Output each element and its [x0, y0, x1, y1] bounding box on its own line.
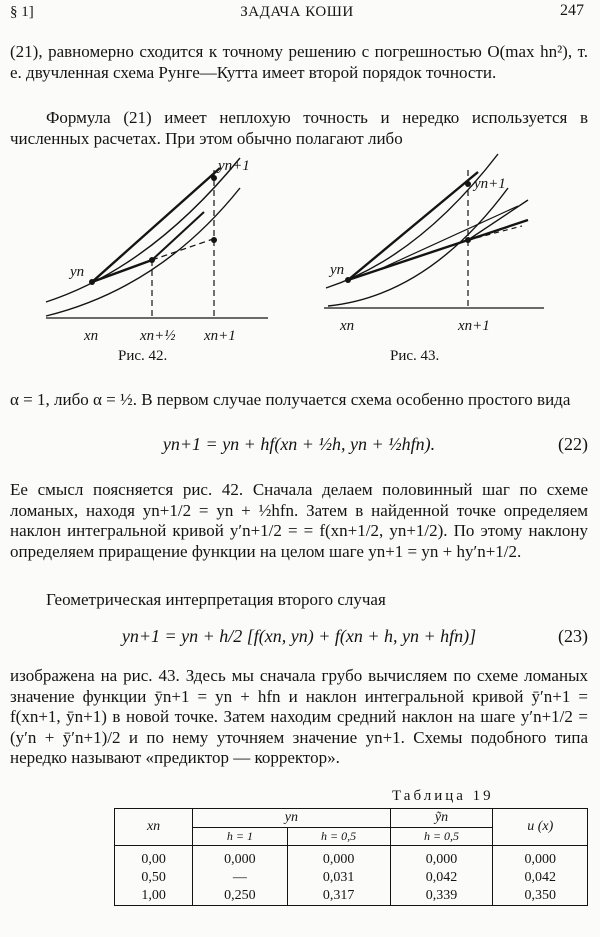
table-row: 0,00 0,000 0,000 0,000 0,000: [115, 846, 588, 870]
paragraph-3: α = 1, либо α = ½. В первом случае получается схема особенно простого вида: [10, 390, 571, 409]
equation-23-body: yn+1 = yn + h/2 [f(xn, yn) + f(xn + h, yn + hfn)]: [121, 626, 477, 646]
fig43-slope-at-end: [468, 200, 528, 240]
fig42-point-euler: [211, 237, 217, 243]
paragraph-5: Геометрическая интерпретация второго случая: [46, 590, 386, 609]
fig42-point-yn: [89, 279, 95, 285]
fig42-label-xn: xn: [84, 328, 99, 344]
table-title: Таблица 19: [392, 788, 494, 804]
fig43-label-xn1: xn+1: [458, 318, 490, 334]
fig43-label-xn: xn: [340, 318, 355, 334]
fig42-mid-slope: [152, 212, 204, 260]
paragraph-4: Ее смысл поясняется рис. 42. Сначала делаем половинный шаг по схеме ломаных, находя yn+1/2 = yn + ½hfn. Затем в найденной точке определяем наклон интегральной кривой y′n+1/2 = = f(xn+1/2, yn+1/2). По этому наклону определяем приращение функции на целом шаге yn+1 = yn + hy′n+1/2.: [10, 480, 588, 561]
fig43-label-yn: yn: [330, 262, 345, 278]
fig42-label-yn: yn: [70, 264, 85, 280]
paragraph-1: (21), равномерно сходится к точному решению с погрешностью O(max hn²), т. е. двучленная схема Рунге—Кутта имеет второй порядок точности.: [10, 42, 588, 82]
running-title: ЗАДАЧА КОШИ: [240, 4, 354, 20]
table-row: 0,50 — 0,031 0,042 0,042: [115, 869, 588, 887]
paragraph-2: Формула (21) имеет неплохую точность и нередко используется в численных расчетах. При этом обычно полагают либо: [10, 108, 588, 148]
col-header-yn: yn: [193, 809, 390, 828]
fig42-label-xhalf: xn+½: [140, 328, 176, 344]
fig43-label-yn1: yn+1: [474, 176, 506, 192]
fig43-point-yn1: [465, 181, 471, 187]
figure-42: [40, 148, 272, 348]
table-19: [114, 808, 588, 906]
equation-23: [10, 622, 588, 652]
fig42-euler-dashed: [152, 238, 216, 260]
fig43-euler-line: [348, 220, 528, 280]
fig42-curve-upper: [46, 158, 240, 302]
fig43-curve-lower: [328, 188, 508, 306]
equation-22: [10, 430, 588, 460]
col-header-ux: u (x): [493, 809, 588, 846]
figure-43: [318, 148, 550, 348]
col-header-ytn: ỹn: [390, 809, 493, 828]
equation-22-body: yn+1 = yn + hf(xn + ½h, yn + ½hfn).: [162, 434, 436, 454]
fig43-caption: Рис. 43.: [390, 348, 440, 364]
col-header-xn: xn: [115, 809, 193, 846]
section-mark: § 1]: [10, 4, 34, 20]
subheader-h05a: h = 0,5: [287, 828, 390, 846]
fig42-half-step: [92, 260, 152, 282]
fig42-point-mid: [149, 257, 155, 263]
fig42-caption: Рис. 42.: [118, 348, 168, 364]
fig43-point-euler: [465, 237, 471, 243]
table-row: 1,00 0,250 0,317 0,339 0,350: [115, 887, 588, 906]
page-header: [10, 2, 584, 26]
paragraph-6: изображена на рис. 43. Здесь мы сначала грубо вычисляем по схеме ломаных значение функции ȳn+1 = yn + hfn и наклон интегральной кривой ȳ′n+1 = f(xn+1, ȳn+1) в новой точке. Затем находим средний наклон на шаге y′n+1/2 = (y′n + ȳ′n+1)/2 и по нему уточняем значение yn+1. Схемы подобного типа нередко называют «предиктор — корректор».: [10, 666, 588, 767]
fig43-curve-upper: [326, 154, 498, 288]
equation-23-number: (23): [558, 626, 588, 646]
equation-22-number: (22): [558, 434, 588, 454]
fig43-tangent-start: [348, 172, 478, 280]
fig42-point-yn1: [211, 175, 217, 181]
subheader-h1: h = 1: [193, 828, 287, 846]
fig43-point-yn: [345, 277, 351, 283]
page-number: 247: [560, 2, 584, 19]
subheader-h05b: h = 0,5: [390, 828, 493, 846]
fig42-label-yn1: yn+1: [218, 158, 250, 174]
fig42-label-xn1: xn+1: [204, 328, 236, 344]
fig42-secant: [92, 168, 220, 282]
